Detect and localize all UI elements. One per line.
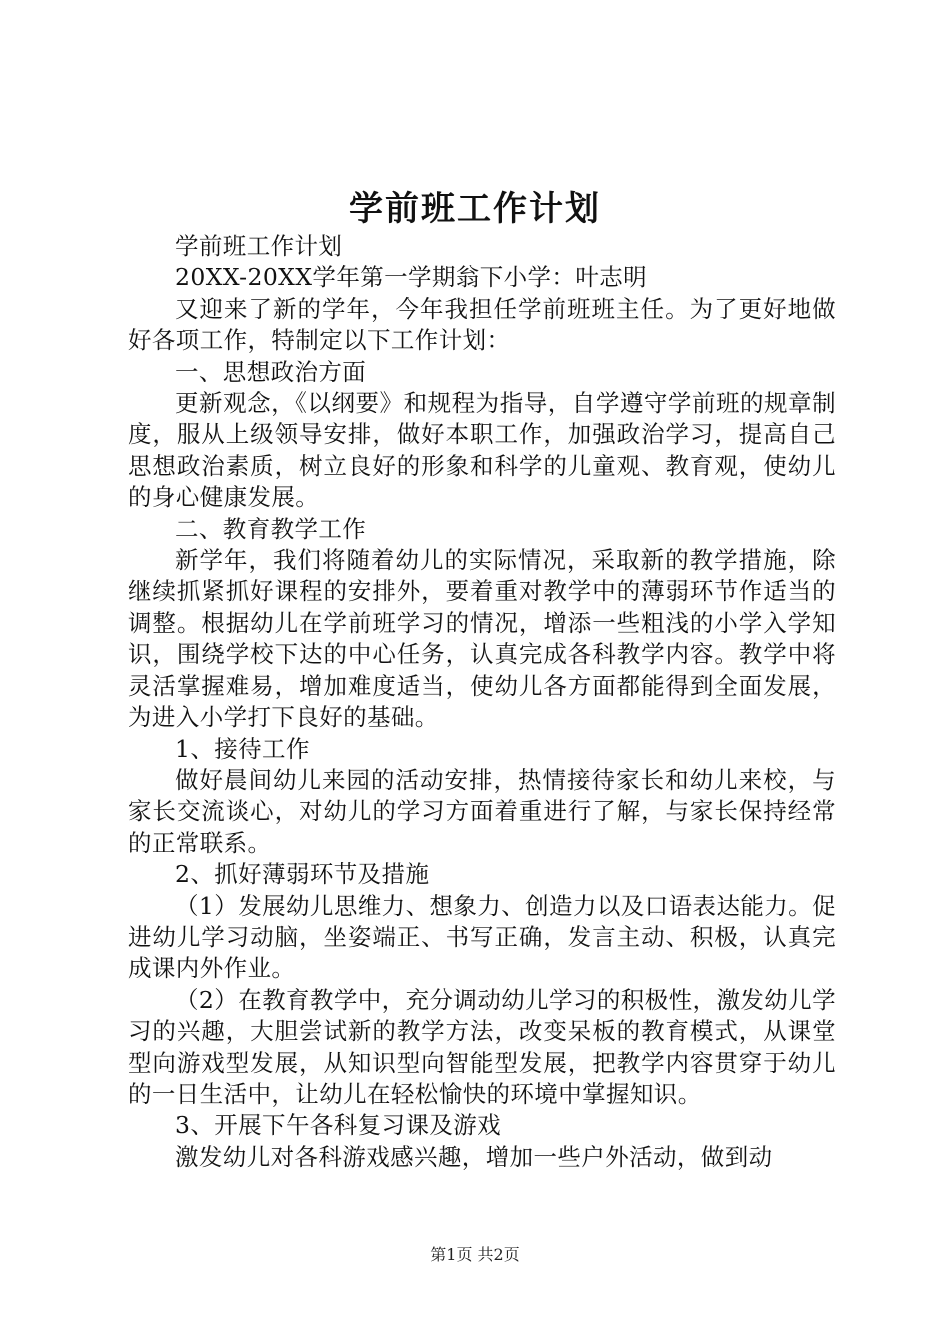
section-heading-politics: 一、思想政治方面 xyxy=(175,357,367,386)
paragraph-teaching: 新学年，我们将随着幼儿的实际情况，采取新的教学措施，除继续抓紧抓好课程的安排外，要着重对教学中的薄弱环节作适当的调整。根据幼儿在学前班学习的情况，增添一些粗浅的小学入学知识，围绕学校下达的中心任务，认真完成各科教学内容。教学中将灵活掌握难易，增加难度适当，使幼儿各方面都能得到全面发展，为进入小学打下良好的基础。 xyxy=(128,546,836,732)
paragraph-measure-1: （1）发展幼儿思维力、想象力、创造力以及口语表达能力。促进幼儿学习动脑，坐姿端正、书写正确，发言主动、积极，认真完成课内外作业。 xyxy=(128,891,836,983)
paragraph-intro: 又迎来了新的学年，今年我担任学前班班主任。为了更好地做好各项工作，特制定以下工作计划： xyxy=(128,294,836,355)
subheading-weak-links: 2、抓好薄弱环节及措施 xyxy=(175,860,430,889)
document-title: 学前班工作计划 xyxy=(349,189,601,229)
paragraph-term-author: 20XX-20XX学年第一学期翁下小学：叶志明 xyxy=(175,263,648,292)
subheading-reception: 1、接待工作 xyxy=(175,734,310,763)
paragraph-measure-2: （2）在教育教学中，充分调动幼儿学习的积极性，激发幼儿学习的兴趣，大胆尝试新的教学方法，改变呆板的教育模式，从课堂型向游戏型发展，从知识型向智能型发展，把教学内容贯穿于幼儿的一日生活中，让幼儿在轻松愉快的环境中掌握知识。 xyxy=(128,985,836,1108)
document-body xyxy=(128,231,836,1173)
page-footer: 第1页 共2页 xyxy=(430,1245,520,1264)
subheading-review-games: 3、开展下午各科复习课及游戏 xyxy=(175,1111,502,1140)
paragraph-heading-repeat: 学前班工作计划 xyxy=(175,232,343,260)
paragraph-politics: 更新观念，《以纲要》和规程为指导，自学遵守学前班的规章制度，服从上级领导安排，做好本职工作，加强政治学习，提高自己思想政治素质，树立良好的形象和科学的儿童观、教育观，使幼儿的身心健康发展。 xyxy=(128,389,836,512)
paragraph-review-games: 激发幼儿对各科游戏感兴趣，增加一些户外活动，做到动 xyxy=(175,1142,773,1171)
paragraph-reception: 做好晨间幼儿来园的活动安排，热情接待家长和幼儿来校，与家长交流谈心，对幼儿的学习方面着重进行了解，与家长保持经常的正常联系。 xyxy=(128,765,836,857)
section-heading-teaching: 二、教育教学工作 xyxy=(175,514,367,543)
